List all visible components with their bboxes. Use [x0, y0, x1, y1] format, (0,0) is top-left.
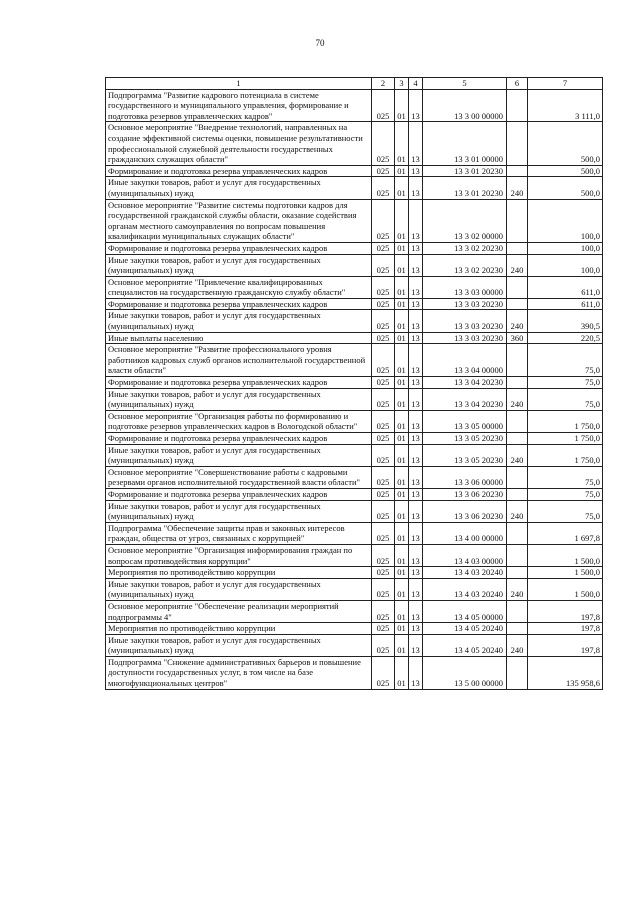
expense-type-cell	[507, 567, 528, 579]
amount-cell: 75,0	[528, 500, 603, 522]
target-article-cell: 13 3 06 00000	[423, 466, 507, 488]
row-name-cell: Иные закупки товаров, работ и услуг для государственных (муниципальных) нужд	[106, 310, 372, 332]
target-article-cell: 13 3 01 20230	[423, 177, 507, 199]
grbs-code-cell: 025	[372, 377, 395, 389]
target-article-cell: 13 4 03 00000	[423, 544, 507, 566]
grbs-code-cell: 025	[372, 122, 395, 165]
subsection-code-cell: 13	[409, 656, 423, 689]
budget-table	[105, 77, 603, 690]
table-row	[106, 310, 603, 332]
section-code-cell: 01	[395, 544, 409, 566]
row-name-cell: Формирование и подготовка резерва управленческих кадров	[106, 377, 372, 389]
row-name-cell: Основное мероприятие "Организация работы по формированию и подготовке резервов управленческих кадров в Вологодской области"	[106, 410, 372, 432]
table-row	[106, 177, 603, 199]
table-row	[106, 254, 603, 276]
row-name-cell: Подпрограмма "Снижение административных барьеров и повышение доступности государственных услуг, в том числе на базе многофункциональных центров"	[106, 656, 372, 689]
row-name-cell: Иные закупки товаров, работ и услуг для государственных (муниципальных) нужд	[106, 388, 372, 410]
row-name-cell: Иные закупки товаров, работ и услуг для государственных (муниципальных) нужд	[106, 177, 372, 199]
expense-type-cell: 240	[507, 310, 528, 332]
target-article-cell: 13 4 03 20240	[423, 567, 507, 579]
amount-cell: 75,0	[528, 466, 603, 488]
expense-type-cell: 240	[507, 634, 528, 656]
amount-cell: 100,0	[528, 199, 603, 242]
section-code-cell: 01	[395, 500, 409, 522]
column-header: 1	[106, 78, 372, 90]
grbs-code-cell: 025	[372, 656, 395, 689]
subsection-code-cell: 13	[409, 500, 423, 522]
target-article-cell: 13 3 05 00000	[423, 410, 507, 432]
amount-cell: 500,0	[528, 177, 603, 199]
table-row	[106, 600, 603, 622]
target-article-cell: 13 3 01 20230	[423, 165, 507, 177]
section-code-cell: 01	[395, 89, 409, 122]
subsection-code-cell: 13	[409, 634, 423, 656]
table-row	[106, 89, 603, 122]
table-header-row	[106, 78, 603, 90]
target-article-cell: 13 3 03 20230	[423, 298, 507, 310]
table-row	[106, 567, 603, 579]
target-article-cell: 13 3 04 00000	[423, 344, 507, 377]
amount-cell: 3 111,0	[528, 89, 603, 122]
table-row	[106, 377, 603, 389]
section-code-cell: 01	[395, 377, 409, 389]
subsection-code-cell: 13	[409, 242, 423, 254]
amount-cell: 1 750,0	[528, 410, 603, 432]
grbs-code-cell: 025	[372, 578, 395, 600]
row-name-cell: Иные закупки товаров, работ и услуг для государственных (муниципальных) нужд	[106, 634, 372, 656]
table-row	[106, 500, 603, 522]
amount-cell: 75,0	[528, 388, 603, 410]
amount-cell: 390,5	[528, 310, 603, 332]
section-code-cell: 01	[395, 656, 409, 689]
table-row	[106, 634, 603, 656]
target-article-cell: 13 3 03 20230	[423, 310, 507, 332]
amount-cell: 197,8	[528, 634, 603, 656]
section-code-cell: 01	[395, 298, 409, 310]
target-article-cell: 13 3 02 20230	[423, 242, 507, 254]
grbs-code-cell: 025	[372, 276, 395, 298]
section-code-cell: 01	[395, 444, 409, 466]
row-name-cell: Формирование и подготовка резерва управленческих кадров	[106, 165, 372, 177]
grbs-code-cell: 025	[372, 634, 395, 656]
target-article-cell: 13 3 00 00000	[423, 89, 507, 122]
subsection-code-cell: 13	[409, 377, 423, 389]
amount-cell: 1 750,0	[528, 444, 603, 466]
expense-type-cell	[507, 276, 528, 298]
grbs-code-cell: 025	[372, 254, 395, 276]
table-row	[106, 444, 603, 466]
table-row	[106, 298, 603, 310]
section-code-cell: 01	[395, 567, 409, 579]
amount-cell: 611,0	[528, 298, 603, 310]
table-row	[106, 199, 603, 242]
section-code-cell: 01	[395, 433, 409, 445]
expense-type-cell: 240	[507, 500, 528, 522]
subsection-code-cell: 13	[409, 544, 423, 566]
table-row	[106, 578, 603, 600]
amount-cell: 500,0	[528, 122, 603, 165]
grbs-code-cell: 025	[372, 332, 395, 344]
grbs-code-cell: 025	[372, 310, 395, 332]
column-header: 2	[372, 78, 395, 90]
subsection-code-cell: 13	[409, 89, 423, 122]
row-name-cell: Мероприятия по противодействию коррупции	[106, 567, 372, 579]
subsection-code-cell: 13	[409, 344, 423, 377]
section-code-cell: 01	[395, 310, 409, 332]
subsection-code-cell: 13	[409, 310, 423, 332]
target-article-cell: 13 3 02 20230	[423, 254, 507, 276]
row-name-cell: Иные закупки товаров, работ и услуг для государственных (муниципальных) нужд	[106, 254, 372, 276]
target-article-cell: 13 3 03 20230	[423, 332, 507, 344]
amount-cell: 611,0	[528, 276, 603, 298]
row-name-cell: Основное мероприятие "Развитие системы подготовки кадров для государственной гражданской службы области, оказание содействия органам местного самоуправления по вопросам повышения квалификации муниципальных служащих области"	[106, 199, 372, 242]
column-header: 4	[409, 78, 423, 90]
subsection-code-cell: 13	[409, 466, 423, 488]
target-article-cell: 13 3 05 20230	[423, 444, 507, 466]
grbs-code-cell: 025	[372, 522, 395, 544]
subsection-code-cell: 13	[409, 522, 423, 544]
expense-type-cell	[507, 522, 528, 544]
target-article-cell: 13 4 05 20240	[423, 634, 507, 656]
expense-type-cell	[507, 656, 528, 689]
expense-type-cell	[507, 623, 528, 635]
table-row	[106, 122, 603, 165]
grbs-code-cell: 025	[372, 444, 395, 466]
row-name-cell: Формирование и подготовка резерва управленческих кадров	[106, 242, 372, 254]
amount-cell: 197,8	[528, 600, 603, 622]
target-article-cell: 13 3 06 20230	[423, 500, 507, 522]
expense-type-cell	[507, 544, 528, 566]
expense-type-cell: 360	[507, 332, 528, 344]
grbs-code-cell: 025	[372, 298, 395, 310]
section-code-cell: 01	[395, 522, 409, 544]
amount-cell: 1 500,0	[528, 544, 603, 566]
amount-cell: 1 500,0	[528, 578, 603, 600]
subsection-code-cell: 13	[409, 199, 423, 242]
column-header: 6	[507, 78, 528, 90]
expense-type-cell	[507, 298, 528, 310]
target-article-cell: 13 4 05 20240	[423, 623, 507, 635]
table-row	[106, 344, 603, 377]
grbs-code-cell: 025	[372, 623, 395, 635]
section-code-cell: 01	[395, 410, 409, 432]
subsection-code-cell: 13	[409, 578, 423, 600]
expense-type-cell	[507, 600, 528, 622]
subsection-code-cell: 13	[409, 332, 423, 344]
subsection-code-cell: 13	[409, 623, 423, 635]
section-code-cell: 01	[395, 488, 409, 500]
subsection-code-cell: 13	[409, 177, 423, 199]
grbs-code-cell: 025	[372, 165, 395, 177]
grbs-code-cell: 025	[372, 466, 395, 488]
amount-cell: 75,0	[528, 488, 603, 500]
grbs-code-cell: 025	[372, 199, 395, 242]
subsection-code-cell: 13	[409, 122, 423, 165]
row-name-cell: Формирование и подготовка резерва управленческих кадров	[106, 433, 372, 445]
row-name-cell: Подпрограмма "Обеспечение защиты прав и законных интересов граждан, общества от угроз, связанных с коррупцией"	[106, 522, 372, 544]
section-code-cell: 01	[395, 332, 409, 344]
expense-type-cell	[507, 242, 528, 254]
subsection-code-cell: 13	[409, 567, 423, 579]
grbs-code-cell: 025	[372, 567, 395, 579]
table-row	[106, 410, 603, 432]
grbs-code-cell: 025	[372, 388, 395, 410]
subsection-code-cell: 13	[409, 600, 423, 622]
grbs-code-cell: 025	[372, 433, 395, 445]
subsection-code-cell: 13	[409, 410, 423, 432]
target-article-cell: 13 3 04 20230	[423, 388, 507, 410]
subsection-code-cell: 13	[409, 298, 423, 310]
subsection-code-cell: 13	[409, 433, 423, 445]
section-code-cell: 01	[395, 344, 409, 377]
section-code-cell: 01	[395, 276, 409, 298]
row-name-cell: Иные закупки товаров, работ и услуг для государственных (муниципальных) нужд	[106, 500, 372, 522]
expense-type-cell	[507, 466, 528, 488]
target-article-cell: 13 3 05 20230	[423, 433, 507, 445]
expense-type-cell	[507, 89, 528, 122]
section-code-cell: 01	[395, 388, 409, 410]
subsection-code-cell: 13	[409, 488, 423, 500]
expense-type-cell	[507, 433, 528, 445]
target-article-cell: 13 3 04 20230	[423, 377, 507, 389]
table-row	[106, 242, 603, 254]
table-row	[106, 488, 603, 500]
row-name-cell: Иные закупки товаров, работ и услуг для государственных (муниципальных) нужд	[106, 444, 372, 466]
expense-type-cell: 240	[507, 578, 528, 600]
expense-type-cell: 240	[507, 388, 528, 410]
expense-type-cell	[507, 410, 528, 432]
grbs-code-cell: 025	[372, 410, 395, 432]
section-code-cell: 01	[395, 600, 409, 622]
subsection-code-cell: 13	[409, 254, 423, 276]
table-row	[106, 623, 603, 635]
target-article-cell: 13 4 00 00000	[423, 522, 507, 544]
column-header: 7	[528, 78, 603, 90]
table-row	[106, 388, 603, 410]
grbs-code-cell: 025	[372, 500, 395, 522]
table-row	[106, 276, 603, 298]
table-row	[106, 332, 603, 344]
expense-type-cell	[507, 122, 528, 165]
column-header: 3	[395, 78, 409, 90]
amount-cell: 1 500,0	[528, 567, 603, 579]
amount-cell: 220,5	[528, 332, 603, 344]
table-row	[106, 522, 603, 544]
page-number: 70	[315, 38, 325, 48]
column-header: 5	[423, 78, 507, 90]
grbs-code-cell: 025	[372, 488, 395, 500]
target-article-cell: 13 3 06 20230	[423, 488, 507, 500]
section-code-cell: 01	[395, 242, 409, 254]
amount-cell: 100,0	[528, 254, 603, 276]
row-name-cell: Основное мероприятие "Организация информирования граждан по вопросам противодействия коррупции"	[106, 544, 372, 566]
section-code-cell: 01	[395, 466, 409, 488]
row-name-cell: Основное мероприятие "Совершенствование работы с кадровыми резервами органов исполнительной государственной власти области"	[106, 466, 372, 488]
grbs-code-cell: 025	[372, 544, 395, 566]
expense-type-cell	[507, 488, 528, 500]
target-article-cell: 13 5 00 00000	[423, 656, 507, 689]
expense-type-cell: 240	[507, 254, 528, 276]
amount-cell: 100,0	[528, 242, 603, 254]
target-article-cell: 13 4 05 00000	[423, 600, 507, 622]
subsection-code-cell: 13	[409, 165, 423, 177]
expense-type-cell: 240	[507, 177, 528, 199]
subsection-code-cell: 13	[409, 444, 423, 466]
expense-type-cell: 240	[507, 444, 528, 466]
row-name-cell: Формирование и подготовка резерва управленческих кадров	[106, 488, 372, 500]
amount-cell: 1 697,8	[528, 522, 603, 544]
grbs-code-cell: 025	[372, 242, 395, 254]
table-row	[106, 544, 603, 566]
row-name-cell: Основное мероприятие "Привлечение квалифицированных специалистов на государственную гражданскую службу области"	[106, 276, 372, 298]
expense-type-cell	[507, 377, 528, 389]
section-code-cell: 01	[395, 623, 409, 635]
row-name-cell: Иные закупки товаров, работ и услуг для государственных (муниципальных) нужд	[106, 578, 372, 600]
subsection-code-cell: 13	[409, 388, 423, 410]
row-name-cell: Иные выплаты населению	[106, 332, 372, 344]
grbs-code-cell: 025	[372, 600, 395, 622]
target-article-cell: 13 3 03 00000	[423, 276, 507, 298]
amount-cell: 1 750,0	[528, 433, 603, 445]
expense-type-cell	[507, 344, 528, 377]
grbs-code-cell: 025	[372, 177, 395, 199]
row-name-cell: Основное мероприятие "Развитие профессионального уровня работников кадровых служб органов исполнительной государственной власти области"	[106, 344, 372, 377]
section-code-cell: 01	[395, 165, 409, 177]
amount-cell: 197,8	[528, 623, 603, 635]
amount-cell: 75,0	[528, 377, 603, 389]
table-row	[106, 165, 603, 177]
row-name-cell: Основное мероприятие "Внедрение технологий, направленных на создание эффективной системы оценки, повышение результативности профессиональной служебной деятельности государственных гражданских служащих области"	[106, 122, 372, 165]
target-article-cell: 13 4 03 20240	[423, 578, 507, 600]
expense-type-cell	[507, 165, 528, 177]
section-code-cell: 01	[395, 122, 409, 165]
amount-cell: 135 958,6	[528, 656, 603, 689]
row-name-cell: Подпрограмма "Развитие кадрового потенциала в системе государственного и муниципального управления, формирование и подготовка резервов управленческих кадров"	[106, 89, 372, 122]
row-name-cell: Формирование и подготовка резерва управленческих кадров	[106, 298, 372, 310]
table-row	[106, 466, 603, 488]
table-row	[106, 433, 603, 445]
section-code-cell: 01	[395, 578, 409, 600]
row-name-cell: Мероприятия по противодействию коррупции	[106, 623, 372, 635]
row-name-cell: Основное мероприятие "Обеспечение реализации мероприятий подпрограммы 4"	[106, 600, 372, 622]
subsection-code-cell: 13	[409, 276, 423, 298]
grbs-code-cell: 025	[372, 89, 395, 122]
section-code-cell: 01	[395, 634, 409, 656]
amount-cell: 75,0	[528, 344, 603, 377]
amount-cell: 500,0	[528, 165, 603, 177]
grbs-code-cell: 025	[372, 344, 395, 377]
section-code-cell: 01	[395, 254, 409, 276]
target-article-cell: 13 3 02 00000	[423, 199, 507, 242]
target-article-cell: 13 3 01 00000	[423, 122, 507, 165]
expense-type-cell	[507, 199, 528, 242]
section-code-cell: 01	[395, 177, 409, 199]
section-code-cell: 01	[395, 199, 409, 242]
table-row	[106, 656, 603, 689]
